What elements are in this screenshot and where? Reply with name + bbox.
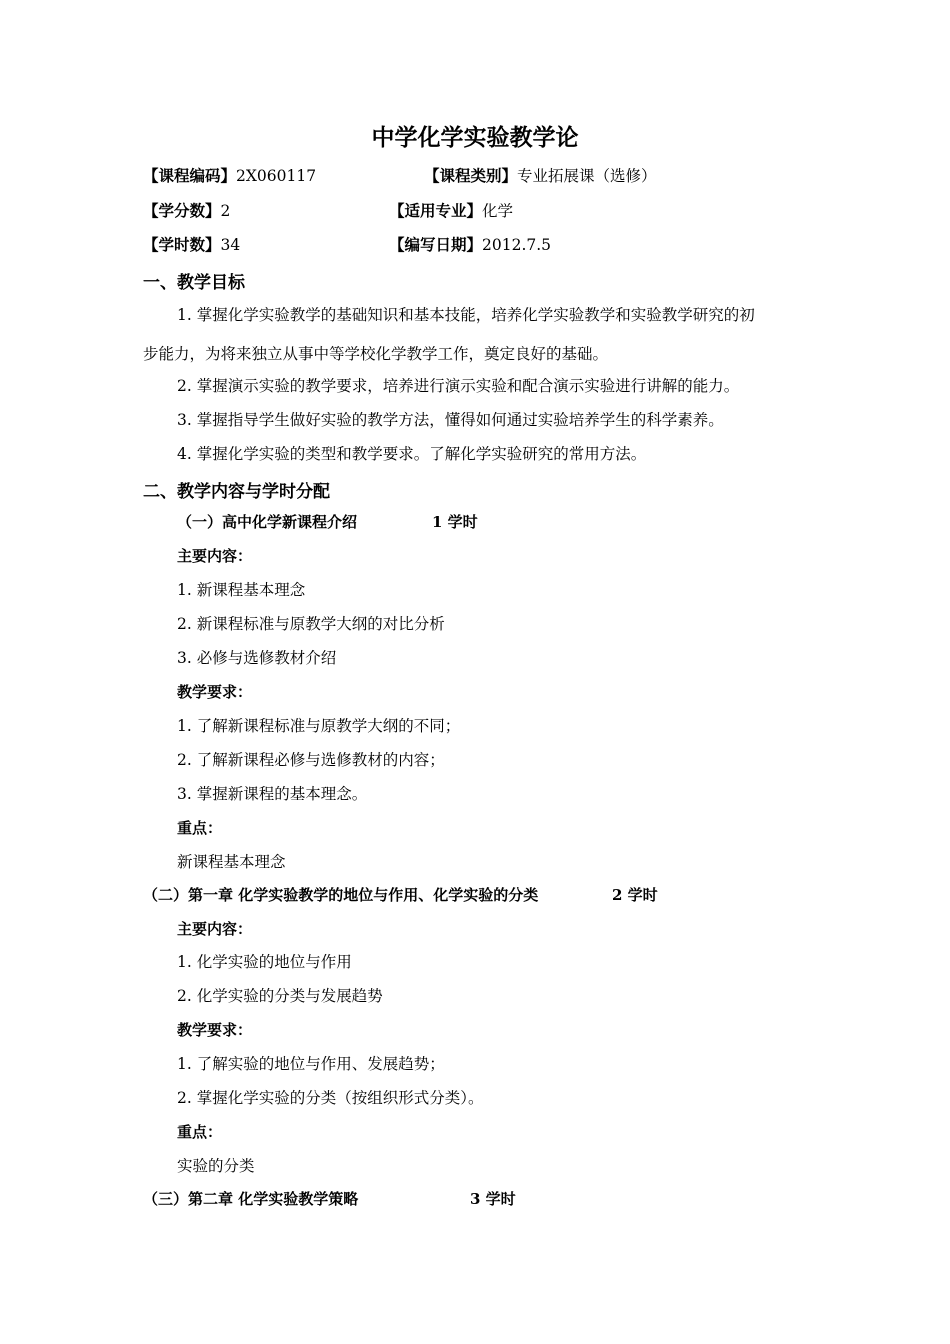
part3-title: （三）第二章 化学实验教学策略 <box>143 1190 359 1208</box>
objective-item: 4. 掌握化学实验的类型和教学要求。了解化学实验研究的常用方法。 <box>177 445 647 463</box>
major-row <box>389 199 513 221</box>
major-value: 化学 <box>482 202 514 220</box>
part2-key: 实验的分类 <box>177 1157 255 1175</box>
objective-item: 3. 掌握指导学生做好实验的教学方法，懂得如何通过实验培养学生的科学素养。 <box>177 411 724 429</box>
section1-heading: 一、教学目标 <box>143 273 245 293</box>
hours-value: 34 <box>220 236 241 254</box>
part1-key: 新课程基本理念 <box>177 853 286 871</box>
hours-row <box>143 233 240 255</box>
part1-hours: 1 学时 <box>432 513 478 531</box>
objective-item: 2. 掌握演示实验的教学要求，培养进行演示实验和配合演示实验进行讲解的能力。 <box>177 377 740 395</box>
part1-req-item: 1. 了解新课程标准与原教学大纲的不同； <box>177 717 461 735</box>
part2-req-item: 2. 掌握化学实验的分类（按组织形式分类）。 <box>177 1089 484 1107</box>
course-code-value: 2X060117 <box>236 167 317 185</box>
date-label: 【编写日期】 <box>389 235 483 254</box>
part1-key-label: 重点： <box>177 819 223 837</box>
part2-title: （二）第一章 化学实验教学的地位与作用、化学实验的分类 <box>143 886 539 904</box>
course-code-label: 【课程编码】 <box>143 166 237 185</box>
credits-label: 【学分数】 <box>143 201 221 220</box>
credits-value: 2 <box>220 202 231 220</box>
part1-content-item: 1. 新课程基本理念 <box>177 581 306 599</box>
part2-content-label: 主要内容： <box>177 920 253 938</box>
course-type-value: 专业拓展课（选修） <box>517 167 657 185</box>
objective-item: 1. 掌握化学实验教学的基础知识和基本技能，培养化学实验教学和实验教学研究的初 <box>177 306 755 324</box>
part1-req-item: 3. 掌握新课程的基本理念。 <box>177 785 368 803</box>
part3-hours: 3 学时 <box>470 1190 516 1208</box>
course-code-row <box>143 164 316 186</box>
part1-req-item: 2. 了解新课程必修与选修教材的内容； <box>177 751 445 769</box>
major-label: 【适用专业】 <box>389 201 483 220</box>
part1-content-label: 主要内容： <box>177 547 253 565</box>
objective-item: 步能力，为将来独立从事中等学校化学教学工作，奠定良好的基础。 <box>143 345 609 363</box>
part2-hours: 2 学时 <box>612 886 658 904</box>
part1-title: （一）高中化学新课程介绍 <box>177 513 358 531</box>
date-value: 2012.7.5 <box>482 236 552 254</box>
document-title: 中学化学实验教学论 <box>371 124 579 151</box>
part1-req-label: 教学要求： <box>177 683 253 701</box>
credits-row <box>143 199 230 221</box>
part2-req-label: 教学要求： <box>177 1021 253 1039</box>
section2-heading: 二、教学内容与学时分配 <box>143 482 330 502</box>
course-type-row <box>424 164 657 186</box>
part2-content-item: 1. 化学实验的地位与作用 <box>177 953 352 971</box>
part2-req-item: 1. 了解实验的地位与作用、发展趋势； <box>177 1055 445 1073</box>
part2-content-item: 2. 化学实验的分类与发展趋势 <box>177 987 383 1005</box>
part1-content-item: 2. 新课程标准与原教学大纲的对比分析 <box>177 615 445 633</box>
part2-key-label: 重点： <box>177 1123 223 1141</box>
course-type-label: 【课程类别】 <box>424 166 518 185</box>
date-row <box>389 233 551 255</box>
part1-content-item: 3. 必修与选修教材介绍 <box>177 649 337 667</box>
hours-label: 【学时数】 <box>143 235 221 254</box>
